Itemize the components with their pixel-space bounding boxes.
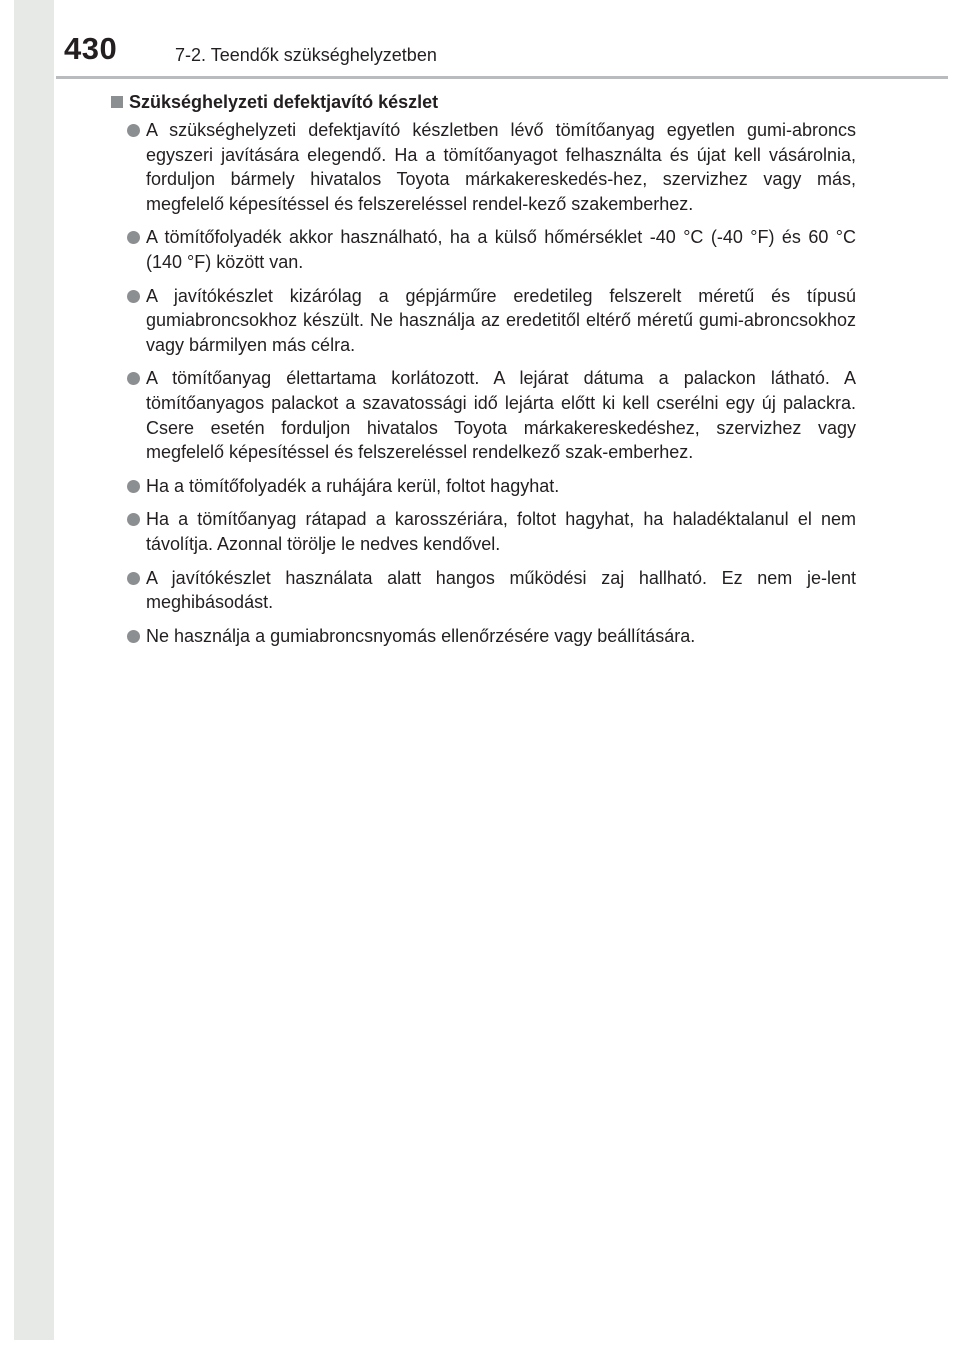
round-bullet-icon bbox=[127, 124, 140, 137]
square-bullet-icon bbox=[111, 96, 123, 108]
list-item-text: A tömítőfolyadék akkor használható, ha a külső hőmérséklet -40 °C (-40 °F) és 60 °C (140 °F) között van. bbox=[146, 227, 856, 272]
list-item-text: A tömítőanyag élettartama korlátozott. A lejárat dátuma a palackon látható. A tömítőanyagos palackot a szavatossági idő lejárta előtt ki kell cserélni egy új palackra. Csere esetén forduljon hivatalos Toyota márkakereskedéshez, szervizhez vagy megfelelő képesítéssel és felszereléssel rendelkező szak-emberhez. bbox=[146, 368, 856, 463]
list-item-text: A javítókészlet kizárólag a gépjárműre eredetileg felszerelt méretű és típusú gumiabroncsokhoz készült. Ne használja az eredetitől eltérő méretű gumi-abroncsokhoz vagy bármilyen más célra. bbox=[146, 285, 856, 355]
list-item-text: Ne használja a gumiabroncsnyomás ellenőrzésére vagy beállítására. bbox=[146, 625, 696, 646]
round-bullet-icon bbox=[127, 630, 140, 643]
round-bullet-icon bbox=[127, 290, 140, 303]
side-tab-band bbox=[14, 0, 54, 1340]
page-header bbox=[0, 0, 960, 80]
list-item bbox=[111, 118, 856, 216]
section-title: 7-2. Teendők szükséghelyzetben bbox=[175, 45, 437, 65]
header-divider bbox=[56, 76, 948, 79]
list-item bbox=[111, 474, 856, 499]
bullet-list bbox=[111, 118, 856, 648]
list-item-text: Ha a tömítőanyag rátapad a karosszériára, foltot hagyhat, ha haladéktalanul el nem távolítja. Azonnal törölje le nedves kendővel. bbox=[146, 509, 856, 554]
list-item bbox=[111, 284, 856, 358]
list-item-text: A szükséghelyzeti defektjavító készletben lévő tömítőanyag egyetlen gumi-abroncs egyszeri javítására elegendő. Ha a tömítőanyagot felhasználta és újat kell vásárolnia, forduljon bármely hivatalos Toyota márkakereskedés-hez, szervizhez vagy más, megfelelő képesítéssel és felszereléssel rendel-kező szakemberhez. bbox=[146, 120, 856, 214]
round-bullet-icon bbox=[127, 480, 140, 493]
section-heading-text: Szükséghelyzeti defektjavító készlet bbox=[129, 92, 439, 112]
list-item-text: A javítókészlet használata alatt hangos működési zaj hallható. Ez nem je-lent meghibásodást. bbox=[146, 567, 856, 613]
list-item-text: Ha a tömítőfolyadék a ruhájára kerül, foltot hagyhat. bbox=[146, 475, 560, 496]
main-content bbox=[111, 90, 856, 657]
list-item bbox=[111, 624, 856, 649]
round-bullet-icon bbox=[127, 372, 140, 385]
round-bullet-icon bbox=[127, 572, 140, 585]
round-bullet-icon bbox=[127, 231, 140, 244]
list-item bbox=[111, 566, 856, 615]
round-bullet-icon bbox=[127, 513, 140, 526]
page-number: 430 bbox=[64, 31, 118, 66]
list-item bbox=[111, 507, 856, 556]
list-item bbox=[111, 225, 856, 274]
section-heading bbox=[111, 90, 856, 114]
list-item bbox=[111, 366, 856, 464]
